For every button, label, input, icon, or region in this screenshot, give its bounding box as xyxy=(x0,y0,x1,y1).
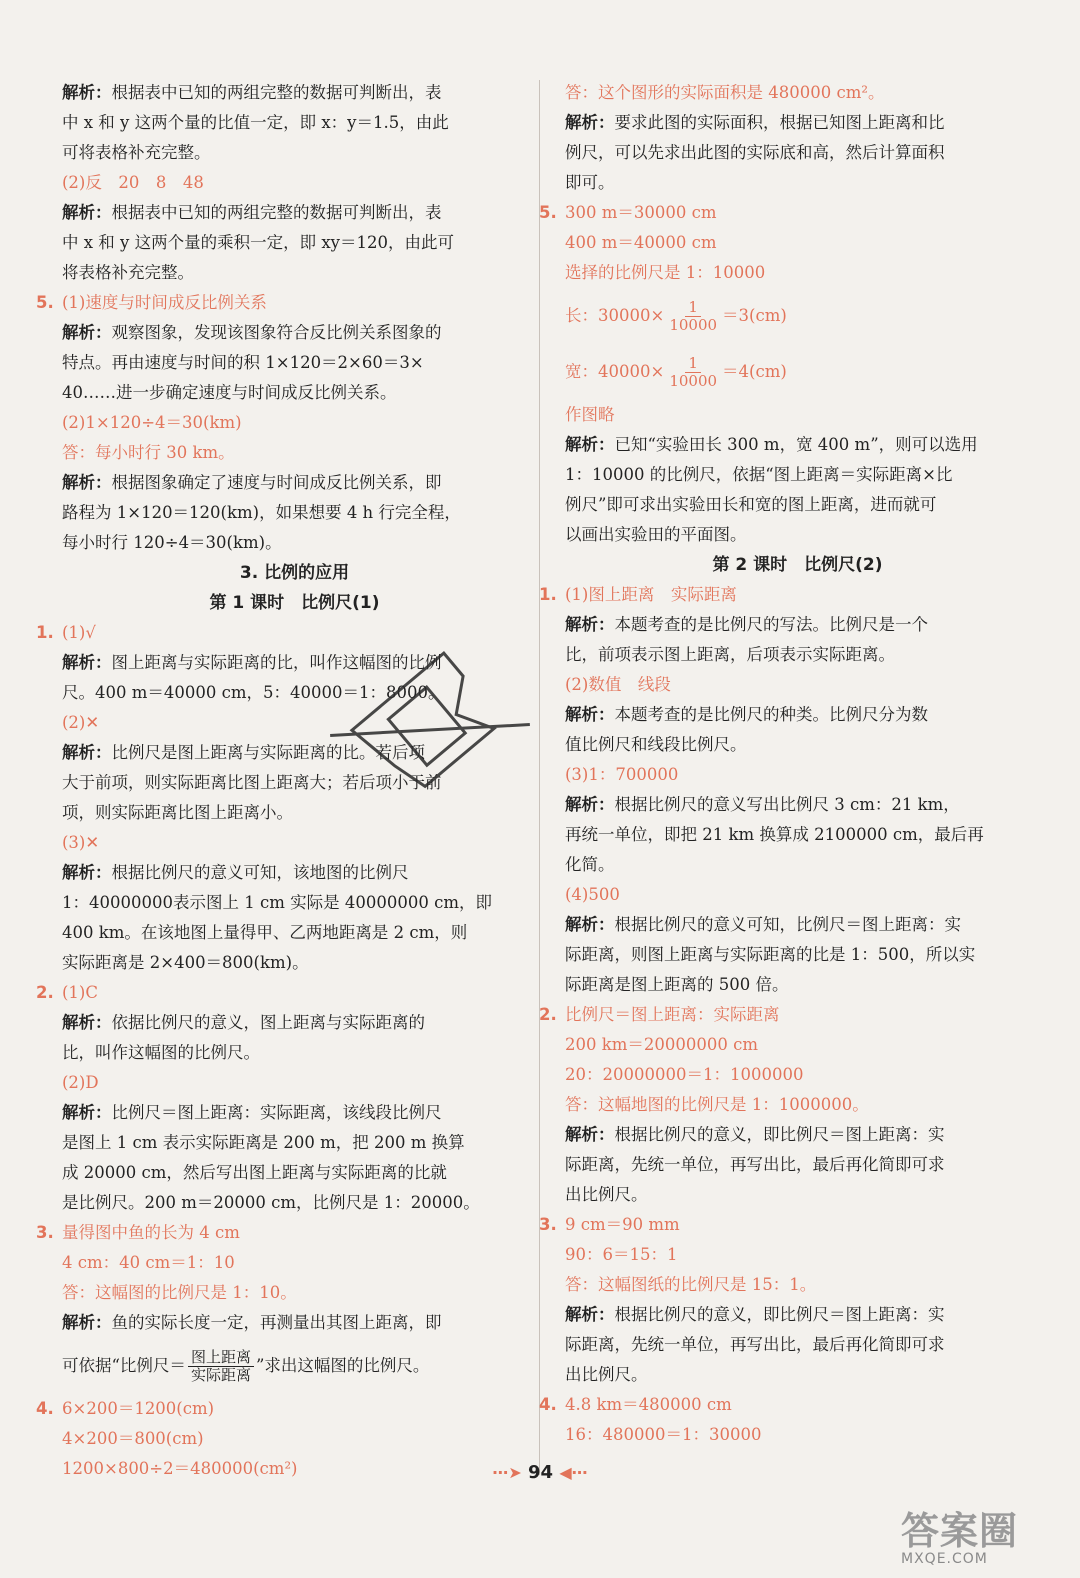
text-line: 是图上 1 cm 表示实际距离是 200 m，把 200 m 换算 xyxy=(62,1133,465,1152)
answer-line: 2. (1)C xyxy=(62,978,527,1008)
text-line: 解析：根据比例尺的意义，即比例尺＝图上距离：实 xyxy=(565,1305,945,1324)
text-line: 出比例尺。 xyxy=(565,1365,648,1384)
answer-line: 2. 比例尺＝图上距离：实际距离 xyxy=(565,1000,1030,1030)
answer-line: (2)✕ xyxy=(62,713,100,732)
watermark-logo: 答案圈 xyxy=(901,1509,1019,1553)
answer-line: (3)✕ xyxy=(62,833,100,852)
right-column xyxy=(539,78,1030,1450)
column-divider xyxy=(539,80,540,1475)
text-line: 每小时行 120÷4＝30(km)。 xyxy=(62,533,282,552)
text-line: 解析：根据表中已知的两组完整的数据可判断出，表 xyxy=(62,83,442,102)
answer-line: 1. (1)√ xyxy=(62,618,527,648)
text-line: 以画出实验田的平面图。 xyxy=(565,525,747,544)
answer-line: 选择的比例尺是 1：10000 xyxy=(565,263,766,282)
text-line: 化简。 xyxy=(565,855,615,874)
text-line: 路程为 1×120＝120(km)，如果想要 4 h 行完全程， xyxy=(62,503,461,522)
answer-line: 4. 4.8 km＝480000 cm xyxy=(565,1390,1030,1420)
text-line: 即可。 xyxy=(565,173,615,192)
text-line: 例尺，可以先求出此图的实际底和高，然后计算面积 xyxy=(565,143,945,162)
question-number: 1. xyxy=(539,585,557,604)
answer-line: (2)D xyxy=(62,1073,99,1092)
text-line: 中 x 和 y 这两个量的乘积一定，即 xy＝120，由此可 xyxy=(62,233,454,252)
page-number: 94 xyxy=(528,1462,554,1483)
question-number: 2. xyxy=(539,1005,557,1024)
answer-line: (2)1×120÷4＝30(km) xyxy=(62,413,242,432)
text-line: 项，则实际距离比图上距离小。 xyxy=(62,803,293,822)
answer-line: (4)500 xyxy=(565,885,620,904)
answer-line: 答：这幅图纸的比例尺是 15：1。 xyxy=(565,1275,817,1294)
question-number: 4. xyxy=(36,1399,54,1418)
text-line: 际距离，则图上距离与实际距离的比是 1：500，所以实 xyxy=(565,945,976,964)
answer-line: 1200×800÷2＝480000(cm²) xyxy=(62,1459,298,1478)
text-line: 解析：比例尺是图上距离与实际距离的比。若后项 xyxy=(62,743,425,762)
answer-line: 1. (1)图上距离 实际距离 xyxy=(565,580,1030,610)
answer-line: 200 km＝20000000 cm xyxy=(565,1035,758,1054)
arrow-right-icon: ⋯➤ xyxy=(492,1463,522,1482)
watermark-url: MXQE.COM xyxy=(901,1551,988,1567)
text-line: 值比例尺和线段比例尺。 xyxy=(565,735,747,754)
question-number: 1. xyxy=(36,623,54,642)
left-column xyxy=(36,78,527,1484)
question-number: 3. xyxy=(36,1223,54,1242)
text-line: 再统一单位，即把 21 km 换算成 2100000 cm，最后再 xyxy=(565,825,984,844)
text-line: 中 x 和 y 这两个量的比值一定，即 x：y＝1.5，由此 xyxy=(62,113,449,132)
fraction: $\frac{1}{10000}$ xyxy=(669,298,718,334)
text-line: 400 km。在该地图上量得甲、乙两地距离是 2 cm，则 xyxy=(62,923,468,942)
answer-line: 答：这幅地图的比例尺是 1：1000000。 xyxy=(565,1095,869,1114)
answer-line: (2)数值 线段 xyxy=(565,675,671,694)
answer-line: 90：6＝15：1 xyxy=(565,1245,678,1264)
text-line: 解析：比例尺＝图上距离：实际距离，该线段比例尺 xyxy=(62,1103,442,1122)
text-line: 尺。400 m＝40000 cm，5：40000＝1：8000。 xyxy=(62,683,445,702)
answer-line: 答：每小时行 30 km。 xyxy=(62,443,235,462)
question-number: 3. xyxy=(539,1215,557,1234)
text-line: 可依据“比例尺＝ $\frac{\text{图上距离}}{\text{实际距离}}$ ”求出这幅图的比例尺。 xyxy=(62,1348,430,1384)
question-number: 2. xyxy=(36,983,54,1002)
text-line: 成 20000 cm，然后写出图上距离与实际距离的比就 xyxy=(62,1163,447,1182)
text-line: 解析：根据表中已知的两组完整的数据可判断出，表 xyxy=(62,203,442,222)
text-line: 际距离是图上距离的 500 倍。 xyxy=(565,975,789,994)
answer-line: 答：这幅图的比例尺是 1：10。 xyxy=(62,1283,297,1302)
fraction: $\frac{1}{10000}$ xyxy=(669,354,718,390)
answer-line: 答：这个图形的实际面积是 480000 cm²。 xyxy=(565,83,885,102)
arrow-left-icon: ◀⋯ xyxy=(559,1463,588,1482)
text-line: 解析：本题考查的是比例尺的种类。比例尺分为数 xyxy=(565,705,928,724)
text-line: 际距离，先统一单位，再写出比，最后再化简即可求 xyxy=(565,1335,945,1354)
answer-line: (3)1：700000 xyxy=(565,765,679,784)
answer-line: 5. (1)速度与时间成反比例关系 xyxy=(62,288,527,318)
answer-line: 4×200＝800(cm) xyxy=(62,1429,204,1448)
answer-line: 3. 9 cm＝90 mm xyxy=(565,1210,1030,1240)
text-line: 1：10000 的比例尺，依据“图上距离＝实际距离×比 xyxy=(565,465,953,484)
text-line: 解析：观察图象，发现该图象符合反比例关系图象的 xyxy=(62,323,442,342)
question-number: 4. xyxy=(539,1395,557,1414)
text-line: 解析：根据图象确定了速度与时间成反比例关系，即 xyxy=(62,473,442,492)
answer-line: (2)反 20 8 48 xyxy=(62,173,204,192)
text-line: 可将表格补充完整。 xyxy=(62,143,211,162)
text-line: 解析：鱼的实际长度一定，再测量出其图上距离，即 xyxy=(62,1313,442,1332)
text-line: 解析：根据比例尺的意义可知，该地图的比例尺 xyxy=(62,863,409,882)
text-line: 解析：根据比例尺的意义可知，比例尺＝图上距离：实 xyxy=(565,915,961,934)
answer-line: 4 cm：40 cm＝1：10 xyxy=(62,1253,235,1272)
answer-line: 作图略 xyxy=(565,405,615,424)
text-line: 解析：要求此图的实际面积，根据已知图上距离和比 xyxy=(565,113,945,132)
answer-line: 16：480000＝1：30000 xyxy=(565,1425,762,1444)
text-line: 解析：根据比例尺的意义，即比例尺＝图上距离：实 xyxy=(565,1125,945,1144)
text-line: 比，叫作这幅图的比例尺。 xyxy=(62,1043,260,1062)
text-line: 解析：根据比例尺的意义写出比例尺 3 cm：21 km， xyxy=(565,795,960,814)
text-line: 40……进一步确定速度与时间成反比例关系。 xyxy=(62,383,397,402)
answer-line: 400 m＝40000 cm xyxy=(565,233,717,252)
text-line: 是比例尺。200 m＝20000 cm，比例尺是 1：20000。 xyxy=(62,1193,480,1212)
page-footer xyxy=(0,1462,1080,1483)
watermark xyxy=(901,1500,1066,1568)
answer-line: 宽：40000× $\frac{1}{10000}$ ＝4(cm) xyxy=(565,354,787,390)
text-line: 例尺”即可求出实验田长和宽的图上距离，进而就可 xyxy=(565,495,937,514)
text-line: 实际距离是 2×400＝800(km)。 xyxy=(62,953,309,972)
answer-line: 长：30000× $\frac{1}{10000}$ ＝3(cm) xyxy=(565,298,787,334)
text-line: 大于前项，则实际距离比图上距离大；若后项小于前 xyxy=(62,773,442,792)
lesson-title: 第 1 课时 比例尺(1) xyxy=(209,593,380,613)
section-title: 3. 比例的应用 xyxy=(239,563,350,583)
text-line: 解析：本题考查的是比例尺的写法。比例尺是一个 xyxy=(565,615,928,634)
text-line: 1：40000000表示图上 1 cm 实际是 40000000 cm，即 xyxy=(62,893,492,912)
answer-line: 3. 量得图中鱼的长为 4 cm xyxy=(62,1218,527,1248)
answer-line: 4. 6×200＝1200(cm) xyxy=(62,1394,527,1424)
lesson-title: 第 2 课时 比例尺(2) xyxy=(712,555,883,575)
text-line: 特点。再由速度与时间的积 1×120＝2×60＝3× xyxy=(62,353,424,372)
text-line: 解析：图上距离与实际距离的比，叫作这幅图的比例 xyxy=(62,653,442,672)
text-line: 解析：依据比例尺的意义，图上距离与实际距离的 xyxy=(62,1013,425,1032)
text-line: 际距离，先统一单位，再写出比，最后再化简即可求 xyxy=(565,1155,945,1174)
question-number: 5. xyxy=(539,203,557,222)
answer-line: 20：20000000＝1：1000000 xyxy=(565,1065,804,1084)
question-number: 5. xyxy=(36,293,54,312)
text-line: 将表格补充完整。 xyxy=(62,263,194,282)
text-line: 出比例尺。 xyxy=(565,1185,648,1204)
text-line: 比，前项表示图上距离，后项表示实际距离。 xyxy=(565,645,895,664)
answer-line: 5. 300 m＝30000 cm xyxy=(565,198,1030,228)
fraction: $\frac{\text{图上距离}}{\text{实际距离}}$ xyxy=(188,1349,254,1384)
text-line: 解析：已知“实验田长 300 m，宽 400 m”，则可以选用 xyxy=(565,435,978,454)
